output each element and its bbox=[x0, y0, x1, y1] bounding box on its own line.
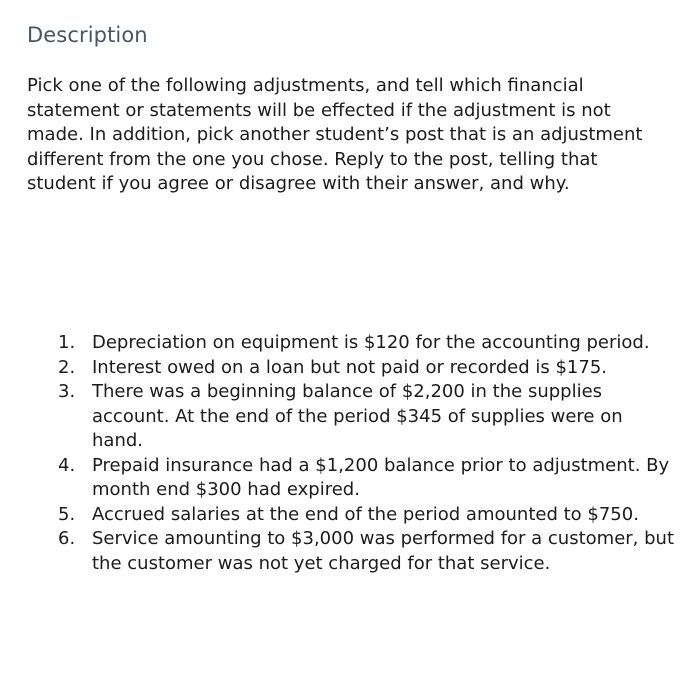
adjustments-list bbox=[58, 331, 678, 576]
list-item-text: Depreciation on equipment is $120 for the accounting period. bbox=[92, 332, 650, 353]
list-item-number: 1. bbox=[58, 332, 76, 353]
list-item-text: Service amounting to $3,000 was performed for a customer, but the customer was not yet charged for that service. bbox=[92, 528, 675, 574]
list-item-number: 3. bbox=[58, 381, 76, 402]
list-item-number: 2. bbox=[58, 356, 76, 378]
list-item bbox=[58, 331, 678, 356]
page-title: Description bbox=[27, 23, 148, 47]
list-item bbox=[58, 356, 678, 381]
description-paragraph: Pick one of the following adjustments, and tell which financial statement or statements will be effected if the adjustment is not made. In addition, pick another student’s post that is an adjustment different from the one you chose. Reply to the post, telling that student if you agree or disagree with their answer, and why. bbox=[27, 75, 643, 194]
list-item-text: Interest owed on a loan but not paid or recorded is $175. bbox=[92, 356, 608, 378]
list-item-number: 4. bbox=[58, 454, 76, 476]
list-item-text: Prepaid insurance had a $1,200 balance prior to adjustment. By month end $300 had expired. bbox=[92, 454, 670, 500]
list-item bbox=[58, 503, 678, 528]
list-item-number: 5. bbox=[58, 503, 76, 525]
list-item bbox=[58, 527, 678, 576]
list-item-text: There was a beginning balance of $2,200 in the supplies account. At the end of the period $345 of supplies were on hand. bbox=[92, 381, 623, 451]
list-item bbox=[58, 454, 678, 503]
list-item-number: 6. bbox=[58, 528, 76, 549]
list-item bbox=[58, 380, 678, 454]
list-item-text: Accrued salaries at the end of the period amounted to $750. bbox=[92, 503, 639, 525]
